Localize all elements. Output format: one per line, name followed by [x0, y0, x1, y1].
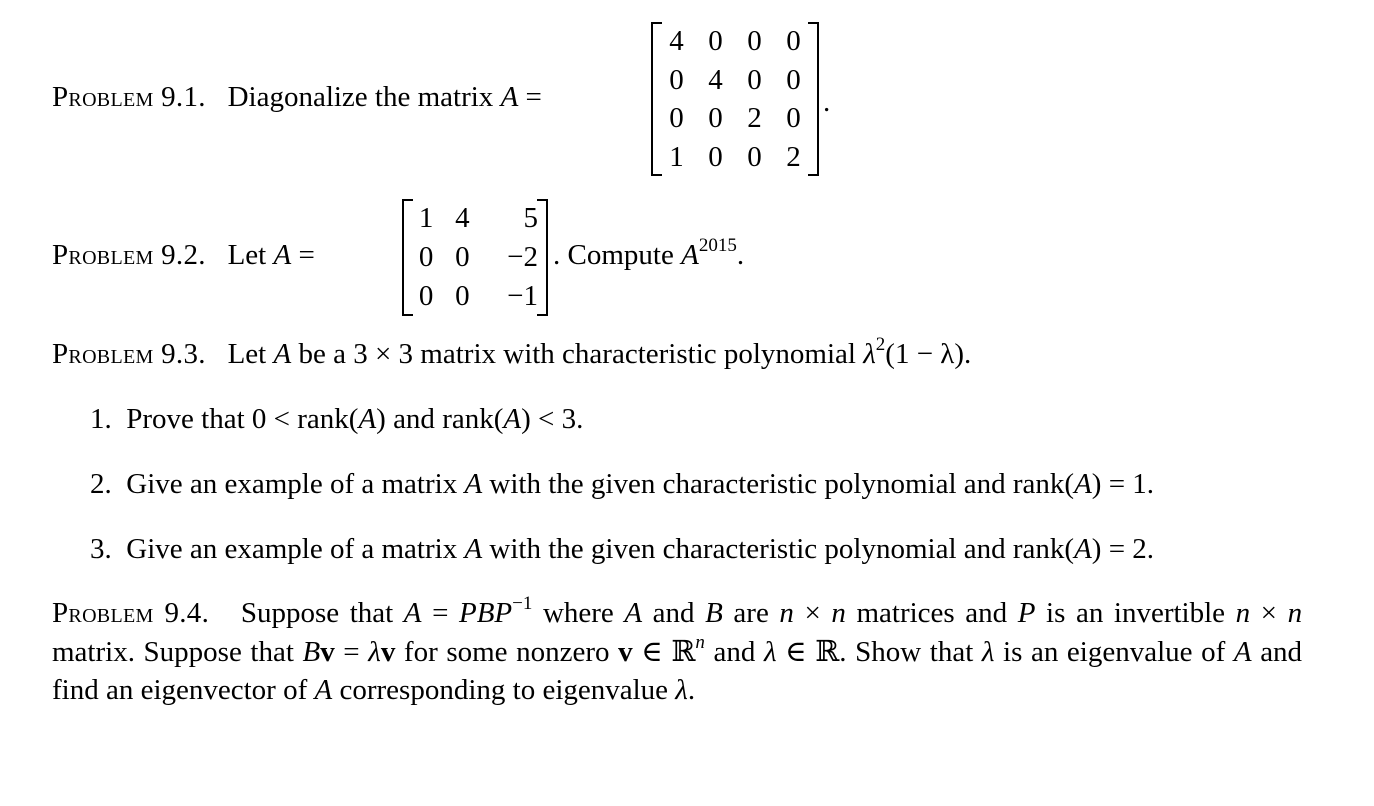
problem-label: Problem 9.3. [52, 338, 206, 370]
power-base: A [681, 239, 699, 271]
power-exponent: 2015 [698, 235, 737, 256]
para-text: corresponding to eigenvalue [339, 674, 669, 706]
matrix-variable: A [500, 81, 519, 113]
para-text: matrices and [856, 597, 1008, 629]
var-n: n [1235, 597, 1251, 629]
element-of: ∈ [632, 635, 672, 668]
period: . [736, 239, 745, 271]
rank-op: rank( [1012, 468, 1075, 500]
vector-v: v [618, 635, 633, 668]
para-text: and [652, 597, 695, 629]
item-text: Give an example of a matrix [126, 533, 458, 565]
matrix-cell: 0 [747, 63, 762, 96]
list-item [90, 405, 583, 434]
lambda-symbol: λ [368, 635, 381, 668]
para-text: is an invertible [1046, 597, 1226, 629]
equals-sign: = [291, 239, 315, 271]
times-sign: × [793, 597, 832, 629]
item-text: ) = 1. [1091, 468, 1155, 500]
times-sign: × [1250, 597, 1288, 629]
para-text: Suppose that [240, 597, 394, 629]
matrix-cell: 2 [786, 140, 801, 173]
problem-text: Let [227, 338, 267, 370]
para-text: is an eigenvalue of [1003, 635, 1226, 668]
var-a: A [314, 674, 333, 706]
matrix-cell: 0 [747, 25, 762, 58]
var-n: n [779, 597, 794, 629]
period: . [687, 674, 696, 706]
problem-label: Problem 9.2. [52, 239, 206, 271]
para-text: where [542, 597, 614, 629]
problem-9-1 [52, 83, 542, 112]
matrix-cell: 0 [669, 63, 684, 96]
problem-9-2 [52, 241, 315, 270]
problem-9-3 [52, 334, 972, 370]
rank-op: rank( [297, 403, 359, 435]
matrix-cell: 4 [669, 25, 684, 58]
matrix-cell: 0 [708, 25, 723, 58]
matrix-cell: 0 [708, 140, 723, 173]
matrix-variable: A [464, 468, 483, 500]
para-text: and [713, 635, 756, 668]
problem-9-4 [52, 594, 1302, 710]
item-text: ) and [376, 403, 435, 435]
matrix-cell: 1 [418, 202, 434, 234]
matrix-cell: 0 [786, 63, 801, 96]
var-b: B [302, 635, 321, 668]
rank-op: rank( [442, 403, 504, 435]
matrix-variable: A [1074, 468, 1092, 500]
para-text: are [733, 597, 769, 629]
matrix-cell: 0 [455, 280, 470, 312]
matrix-cell: 0 [786, 25, 801, 58]
matrix-cell: 0 [455, 241, 470, 273]
matrix-variable: A [358, 403, 377, 435]
equals-sign: = [334, 635, 369, 668]
var-n: n [831, 597, 846, 629]
lambda-symbol: λ [981, 635, 995, 668]
matrix-9-2 [402, 199, 548, 316]
list-number: 2. [90, 468, 112, 500]
reals-symbol: ℝ [671, 635, 696, 668]
equals-sign: = [518, 81, 542, 113]
matrix-cell: 1 [669, 140, 684, 173]
matrix-variable: A [503, 403, 522, 435]
matrix-variable: A [273, 338, 292, 370]
matrix-cell: 0 [418, 241, 434, 273]
var-a: A [624, 597, 643, 629]
list-item [90, 535, 1154, 564]
compute-text [553, 235, 745, 271]
matrix-cell: 0 [708, 102, 723, 135]
var-b: B [705, 597, 723, 629]
vector-v: v [380, 635, 396, 668]
matrix-cell: 5 [523, 202, 538, 234]
para-text: and find an eigenvector of [52, 635, 1303, 706]
lambda-symbol: λ [863, 338, 876, 370]
matrix-cell: −1 [507, 280, 538, 312]
problem-label: Problem 9.1. [52, 81, 206, 113]
matrix-cell: 0 [669, 102, 684, 135]
matrix-cell: 0 [786, 102, 801, 135]
inverse-exponent: −1 [512, 593, 533, 614]
matrix-variable: A [1074, 533, 1092, 565]
var-n: n [1287, 597, 1303, 629]
equals-sign: = [421, 597, 459, 629]
var-a: A [1233, 635, 1252, 668]
compute-label: . Compute [553, 239, 674, 271]
item-text: Give an example of a matrix [126, 468, 458, 500]
matrix-variable: A [273, 239, 292, 271]
var-a: A [403, 597, 422, 629]
item-text: ) = 2. [1091, 533, 1155, 565]
matrix-cell: 4 [708, 63, 723, 96]
period: . [823, 86, 831, 118]
reals-symbol: ℝ [815, 635, 840, 668]
matrix-9-1 [651, 22, 819, 176]
item-text: ) < 3. [521, 403, 584, 435]
item-text: with the given characteristic polynomial and [489, 533, 1006, 565]
matrix-variable: A [464, 533, 483, 565]
para-text: matrix. Suppose that [52, 635, 294, 668]
item-text: Prove that 0 < [126, 403, 290, 435]
var-n-exponent: n [695, 631, 705, 653]
problem-label: Problem 9.4. [52, 597, 210, 629]
list-number: 1. [90, 403, 112, 435]
list-number: 3. [90, 533, 112, 565]
para-text: for some nonzero [403, 635, 610, 668]
para-text: . Show that [839, 635, 974, 668]
matrix-cell: 4 [455, 202, 470, 234]
problem-text: Diagonalize the matrix [227, 81, 494, 113]
var-pbp: PBP [459, 597, 513, 629]
lambda-symbol: λ [763, 635, 777, 668]
item-text: with the given characteristic polynomial and [489, 468, 1006, 500]
rank-op: rank( [1012, 533, 1075, 565]
matrix-cell: 2 [747, 102, 762, 135]
matrix-cell: 0 [418, 280, 434, 312]
element-of: ∈ [776, 635, 816, 668]
poly-exponent: 2 [875, 334, 886, 355]
matrix-cell: −2 [507, 241, 538, 273]
list-item [90, 470, 1154, 499]
var-p: P [1017, 597, 1036, 629]
lambda-symbol: λ [675, 674, 688, 706]
poly-rest: (1 − λ). [885, 338, 972, 370]
matrix-cell: 0 [747, 140, 762, 173]
vector-v: v [320, 635, 335, 668]
problem-text: Let [227, 239, 267, 271]
problem-text: be a 3 × 3 matrix with characteristic polynomial [298, 338, 856, 370]
